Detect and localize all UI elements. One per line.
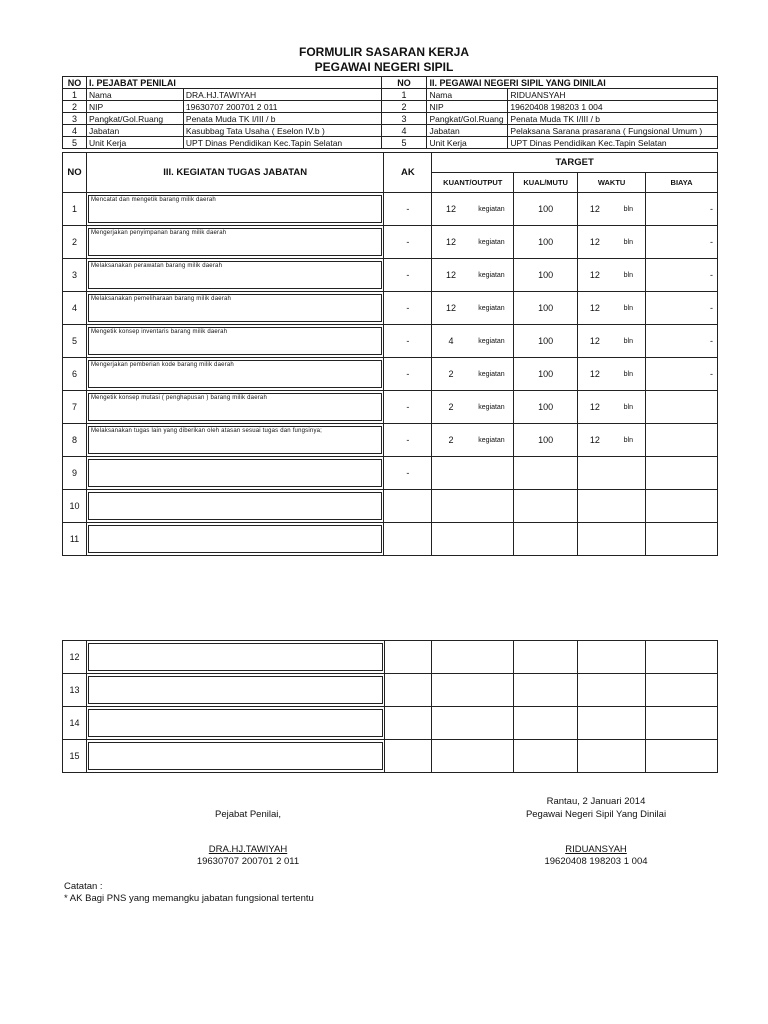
activity-empty-cell xyxy=(432,740,514,773)
activity-quality: 100 xyxy=(514,391,578,424)
place-date: Rantau, 2 Januari 2014 xyxy=(546,796,646,807)
identity-row-no: 4 xyxy=(63,125,87,137)
identity-field-label-right: Unit Kerja xyxy=(427,137,508,149)
identity-left-value: DRA.HJ.TAWIYAH xyxy=(183,89,381,101)
activity-quantity-unit: kegiatan xyxy=(470,424,514,457)
activity-row xyxy=(63,523,718,556)
activity-quality: 100 xyxy=(514,226,578,259)
activity-cost xyxy=(646,391,718,424)
activity-row-no: 14 xyxy=(63,707,87,740)
activity-description-cell xyxy=(86,259,383,292)
activity-time-unit: bln xyxy=(612,226,646,259)
left-signer-name: DRA.HJ.TAWIYAH xyxy=(208,844,288,855)
identity-field-label: Nama xyxy=(86,89,183,101)
activity-empty-cell xyxy=(432,707,514,740)
activity-empty-cell xyxy=(646,740,718,773)
activity-time: 12 xyxy=(578,292,612,325)
activity-quality: 100 xyxy=(514,292,578,325)
activity-description-cell xyxy=(86,740,384,773)
activity-quantity-unit: kegiatan xyxy=(470,226,514,259)
identity-field-label-right: NIP xyxy=(427,101,508,113)
activity-description-cell xyxy=(86,641,384,674)
activity-ak: - xyxy=(384,292,432,325)
activity-row xyxy=(63,358,718,391)
activity-quantity-unit xyxy=(470,457,514,490)
activity-description-cell xyxy=(86,523,383,556)
activity-time: 12 xyxy=(578,193,612,226)
identity-left-value: UPT Dinas Pendidikan Kec.Tapin Selatan xyxy=(183,137,381,149)
kual-mutu-header: KUAL/MUTU xyxy=(514,173,578,193)
activity-table-continued xyxy=(62,640,718,773)
activity-time: 12 xyxy=(578,259,612,292)
activity-description-cell xyxy=(86,707,384,740)
activity-quantity-unit: kegiatan xyxy=(470,391,514,424)
activity-description-cell xyxy=(86,457,383,490)
kuant-output-header: KUANT/OUTPUT xyxy=(432,173,514,193)
activity-description: Melaksanakan pemeliharaan barang milik daerah xyxy=(88,294,382,322)
activity-row xyxy=(63,325,718,358)
activity-empty-cell xyxy=(646,707,718,740)
activity-description xyxy=(88,492,382,520)
activity-description: Melaksanakan tugas lain yang diberikan oleh atasan sesuai tugas dan fungsinya; xyxy=(88,426,382,454)
identity-left-value: 19630707 200701 2 011 xyxy=(183,101,381,113)
ak-header: AK xyxy=(384,153,432,193)
activity-description xyxy=(88,709,383,737)
activity-time-unit: bln xyxy=(612,193,646,226)
activity-empty-cell xyxy=(384,674,432,707)
activity-ak: - xyxy=(384,424,432,457)
identity-row-no: 1 xyxy=(63,89,87,101)
identity-right-value: 19620408 198203 1 004 xyxy=(508,101,718,113)
activity-row-no: 3 xyxy=(63,259,87,292)
activity-quantity-unit: kegiatan xyxy=(470,259,514,292)
activity-cost: - xyxy=(646,259,718,292)
activity-empty-cell xyxy=(578,674,646,707)
activity-quality: 100 xyxy=(514,358,578,391)
activity-row xyxy=(63,391,718,424)
activity-ak xyxy=(384,523,432,556)
activity-empty-cell xyxy=(384,740,432,773)
activity-quantity xyxy=(432,523,470,556)
activity-quantity: 12 xyxy=(432,259,470,292)
activity-row xyxy=(63,490,718,523)
identity-field-label: Unit Kerja xyxy=(86,137,183,149)
activity-description-cell xyxy=(86,490,383,523)
activity-ak: - xyxy=(384,391,432,424)
activity-quantity: 12 xyxy=(432,193,470,226)
identity-left-value: Penata Muda TK I/III / b xyxy=(183,113,381,125)
activity-empty-cell xyxy=(646,674,718,707)
activity-cost: - xyxy=(646,358,718,391)
identity-row-no-right: 2 xyxy=(381,101,427,113)
activity-row-no: 5 xyxy=(63,325,87,358)
activity-empty-cell xyxy=(514,674,578,707)
identity-row-no-right: 5 xyxy=(381,137,427,149)
activity-description: Mengerjakan penyimpanan barang milik daerah xyxy=(88,228,382,256)
activity-quantity-unit: kegiatan xyxy=(470,292,514,325)
activity-row-no: 7 xyxy=(63,391,87,424)
activity-ak: - xyxy=(384,259,432,292)
activity-quality: 100 xyxy=(514,259,578,292)
activity-time-unit xyxy=(612,457,646,490)
identity-row-no: 2 xyxy=(63,101,87,113)
activity-ak: - xyxy=(384,325,432,358)
activity-time-unit: bln xyxy=(612,292,646,325)
right-signer-name: RIDUANSYAH xyxy=(565,844,627,855)
notes-title: Catatan : xyxy=(64,881,103,892)
activity-time xyxy=(578,490,612,523)
activity-row-no: 1 xyxy=(63,193,87,226)
identity-field-label-right: Nama xyxy=(427,89,508,101)
activity-ak xyxy=(384,490,432,523)
identity-field-label: Jabatan xyxy=(86,125,183,137)
activity-row-no: 2 xyxy=(63,226,87,259)
activity-description-cell xyxy=(86,358,383,391)
activity-row xyxy=(63,674,718,707)
activity-description xyxy=(88,525,382,553)
activity-quality xyxy=(514,457,578,490)
biaya-header: BIAYA xyxy=(646,173,718,193)
activity-no-header: NO xyxy=(63,153,87,193)
activity-time: 12 xyxy=(578,358,612,391)
activity-time-unit: bln xyxy=(612,424,646,457)
activity-quantity xyxy=(432,490,470,523)
identity-no-header: NO xyxy=(63,77,87,89)
activity-quantity: 4 xyxy=(432,325,470,358)
activity-row xyxy=(63,424,718,457)
activity-cost: - xyxy=(646,193,718,226)
activity-time: 12 xyxy=(578,391,612,424)
activity-empty-cell xyxy=(384,707,432,740)
notes-line-1: * AK Bagi PNS yang memangku jabatan fungsional tertentu xyxy=(64,893,314,904)
activity-description: Melaksanakan perawatan barang milik daerah xyxy=(88,261,382,289)
activity-quantity-unit: kegiatan xyxy=(470,193,514,226)
activity-cost xyxy=(646,457,718,490)
activity-row-no: 11 xyxy=(63,523,87,556)
activity-ak: - xyxy=(384,457,432,490)
identity-row-no-right: 4 xyxy=(381,125,427,137)
activity-empty-cell xyxy=(514,641,578,674)
activity-cost xyxy=(646,424,718,457)
identity-row-no: 5 xyxy=(63,137,87,149)
activity-quality: 100 xyxy=(514,325,578,358)
form-title-line1: FORMULIR SASARAN KERJA xyxy=(298,45,469,59)
activity-row xyxy=(63,226,718,259)
identity-right-value: Pelaksana Sarana prasarana ( Fungsional Umum ) xyxy=(508,125,718,137)
activity-quantity: 2 xyxy=(432,424,470,457)
target-header: TARGET xyxy=(432,153,718,173)
activity-row-no: 13 xyxy=(63,674,87,707)
left-signer-nip: 19630707 200701 2 011 xyxy=(196,856,300,867)
activity-time: 12 xyxy=(578,424,612,457)
activity-empty-cell xyxy=(578,740,646,773)
activity-description xyxy=(88,459,382,487)
identity-right-value: Penata Muda TK I/III / b xyxy=(508,113,718,125)
activity-ak: - xyxy=(384,358,432,391)
activity-row-no: 10 xyxy=(63,490,87,523)
activity-row xyxy=(63,457,718,490)
activity-empty-cell xyxy=(432,674,514,707)
activity-cost: - xyxy=(646,292,718,325)
activity-empty-cell xyxy=(578,707,646,740)
activity-description-cell xyxy=(86,325,383,358)
activity-description: Mengerjakan pemberian kode barang milik daerah xyxy=(88,360,382,388)
right-signer-nip: 19620408 198203 1 004 xyxy=(544,856,648,867)
pejabat-penilai-header: I. PEJABAT PENILAI xyxy=(86,77,381,89)
waktu-header: WAKTU xyxy=(578,173,646,193)
activity-cost xyxy=(646,523,718,556)
identity-row xyxy=(63,113,718,125)
activity-empty-cell xyxy=(514,740,578,773)
activity-title-header: III. KEGIATAN TUGAS JABATAN xyxy=(86,153,383,193)
form-title-line2: PEGAWAI NEGERI SIPIL xyxy=(314,60,454,74)
activity-row-no: 12 xyxy=(63,641,87,674)
activity-description-cell xyxy=(86,193,383,226)
activity-cost xyxy=(646,490,718,523)
activity-description-cell xyxy=(86,292,383,325)
activity-quality: 100 xyxy=(514,424,578,457)
identity-no-header-2: NO xyxy=(381,77,427,89)
activity-quality: 100 xyxy=(514,193,578,226)
activity-quantity xyxy=(432,457,470,490)
identity-row xyxy=(63,89,718,101)
activity-empty-cell xyxy=(514,707,578,740)
identity-field-label-right: Jabatan xyxy=(427,125,508,137)
activity-quality xyxy=(514,523,578,556)
activity-time-unit: bln xyxy=(612,391,646,424)
identity-right-value: RIDUANSYAH xyxy=(508,89,718,101)
identity-row xyxy=(63,125,718,137)
activity-table xyxy=(62,152,718,556)
identity-right-value: UPT Dinas Pendidikan Kec.Tapin Selatan xyxy=(508,137,718,149)
left-signer-role: Pejabat Penilai, xyxy=(214,809,282,820)
activity-row xyxy=(63,259,718,292)
activity-empty-cell xyxy=(646,641,718,674)
activity-time xyxy=(578,457,612,490)
identity-field-label-right: Pangkat/Gol.Ruang xyxy=(427,113,508,125)
activity-quantity: 2 xyxy=(432,391,470,424)
activity-row xyxy=(63,193,718,226)
activity-row xyxy=(63,641,718,674)
activity-time-unit: bln xyxy=(612,358,646,391)
activity-time-unit xyxy=(612,523,646,556)
activity-row-no: 6 xyxy=(63,358,87,391)
activity-quality xyxy=(514,490,578,523)
activity-description: Mengetik konsep mutasi ( penghapusan ) barang milik daerah xyxy=(88,393,382,421)
activity-quantity-unit: kegiatan xyxy=(470,325,514,358)
activity-row-no: 8 xyxy=(63,424,87,457)
activity-description-cell xyxy=(86,674,384,707)
activity-description: Mengetik konsep inventaris barang milik daerah xyxy=(88,327,382,355)
activity-description xyxy=(88,742,383,770)
activity-time-unit: bln xyxy=(612,325,646,358)
activity-time: 12 xyxy=(578,226,612,259)
activity-cost: - xyxy=(646,325,718,358)
pns-dinilai-header: II. PEGAWAI NEGERI SIPIL YANG DINILAI xyxy=(427,77,718,89)
identity-row xyxy=(63,137,718,149)
identity-row xyxy=(63,101,718,113)
identity-row-no: 3 xyxy=(63,113,87,125)
activity-row-no: 4 xyxy=(63,292,87,325)
activity-row xyxy=(63,292,718,325)
identity-field-label: NIP xyxy=(86,101,183,113)
identity-field-label: Pangkat/Gol.Ruang xyxy=(86,113,183,125)
identity-left-value: Kasubbag Tata Usaha ( Eselon IV.b ) xyxy=(183,125,381,137)
activity-empty-cell xyxy=(432,641,514,674)
activity-description-cell xyxy=(86,226,383,259)
activity-quantity-unit: kegiatan xyxy=(470,358,514,391)
activity-ak: - xyxy=(384,226,432,259)
activity-quantity: 2 xyxy=(432,358,470,391)
activity-description-cell xyxy=(86,424,383,457)
activity-description-cell xyxy=(86,391,383,424)
identity-row-no-right: 3 xyxy=(381,113,427,125)
activity-time xyxy=(578,523,612,556)
identity-row-no-right: 1 xyxy=(381,89,427,101)
activity-row-no: 9 xyxy=(63,457,87,490)
activity-time-unit: bln xyxy=(612,259,646,292)
activity-time: 12 xyxy=(578,325,612,358)
activity-description: Mencatat dan mengetik barang milik daerah xyxy=(88,195,382,223)
activity-cost: - xyxy=(646,226,718,259)
activity-row xyxy=(63,740,718,773)
activity-row-no: 15 xyxy=(63,740,87,773)
right-signer-role: Pegawai Negeri Sipil Yang Dinilai xyxy=(525,809,667,820)
activity-empty-cell xyxy=(578,641,646,674)
activity-quantity-unit xyxy=(470,490,514,523)
identity-table xyxy=(62,76,718,149)
activity-row xyxy=(63,707,718,740)
activity-description xyxy=(88,643,383,671)
activity-time-unit xyxy=(612,490,646,523)
activity-quantity-unit xyxy=(470,523,514,556)
activity-quantity: 12 xyxy=(432,292,470,325)
activity-quantity: 12 xyxy=(432,226,470,259)
activity-ak: - xyxy=(384,193,432,226)
activity-empty-cell xyxy=(384,641,432,674)
activity-description xyxy=(88,676,383,704)
